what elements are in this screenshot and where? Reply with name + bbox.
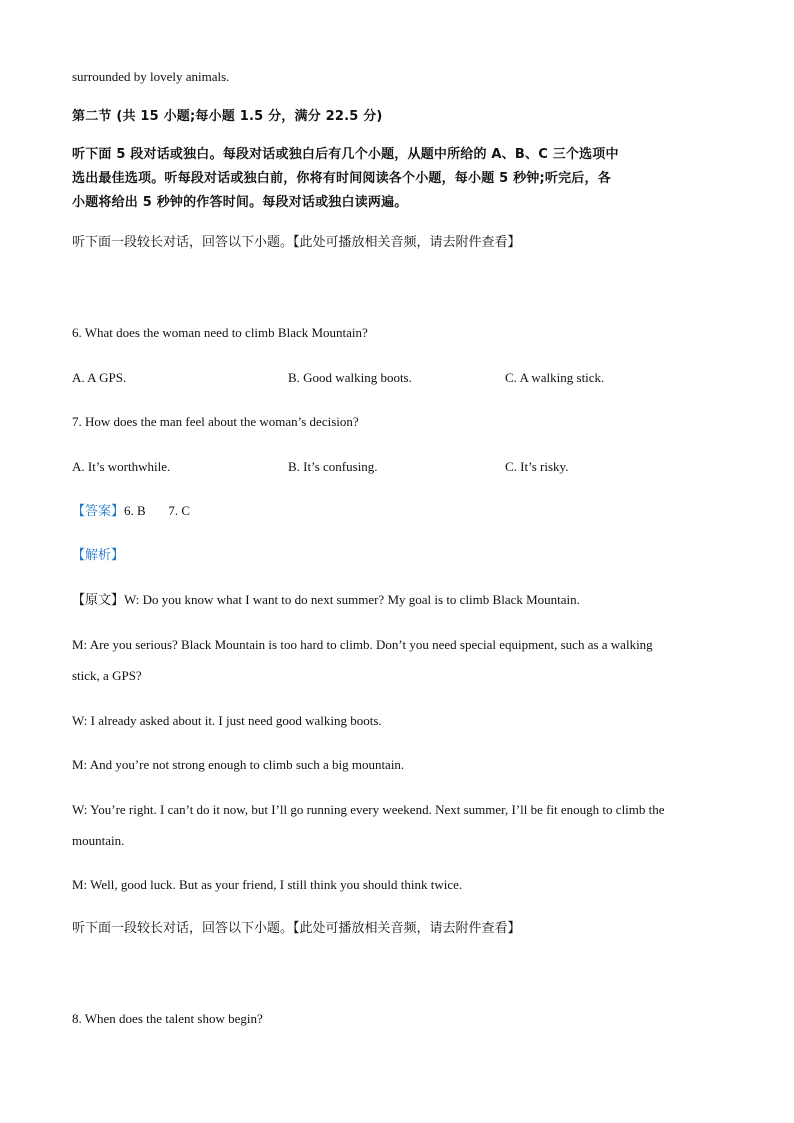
section-title: 第二节 (共 15 小题;每小题 1.5 分，满分 22.5 分) — [72, 109, 383, 124]
transcript-line-1 — [72, 591, 580, 610]
dialogue-2a: M: Are you serious? Black Mountain is too hard to climb. Don’t you need special equipment, such as a walking — [72, 637, 653, 652]
dialogue-5a: W: You’re right. I can’t do it now, but I’ll go running every weekend. Next summer, I’ll be fit enough to climb the — [72, 802, 665, 817]
q7-option-a: A. It’s worthwhile. — [72, 459, 171, 474]
original-tag: 【原文】 — [72, 593, 125, 608]
q6-option-c: C. A walking stick. — [505, 370, 605, 385]
answer-text: 6. B 7. C — [124, 503, 191, 518]
question-7: 7. How does the man feel about the woman’s decision? — [72, 414, 359, 429]
instructions-line-3: 小题将给出 5 秒钟的作答时间。每段对话或独白读两遍。 — [72, 195, 408, 210]
q7-option-c: C. It’s risky. — [505, 459, 569, 474]
q6-option-a: A. A GPS. — [72, 370, 127, 385]
listen-prompt-2: 听下面一段较长对话，回答以下小题。【此处可播放相关音频，请去附件查看】 — [72, 921, 521, 936]
dialogue-6: M: Well, good luck. But as your friend, I still think you should think twice. — [72, 877, 463, 892]
instructions-line-2: 选出最佳选项。听每段对话或独白前，你将有时间阅读各个小题，每小题 5 秒钟;听完后，各 — [72, 171, 611, 186]
dialogue-1: W: Do you know what I want to do next summer? My goal is to climb Black Mountain. — [124, 592, 580, 607]
answer-line — [72, 502, 190, 521]
q6-option-b: B. Good walking boots. — [288, 370, 412, 385]
question-6: 6. What does the woman need to climb Black Mountain? — [72, 325, 368, 340]
instructions-line-1: 听下面 5 段对话或独白。每段对话或独白后有几个小题，从题中所给的 A、B、C 三个选项中 — [72, 147, 619, 162]
dialogue-5b: mountain. — [72, 833, 125, 848]
dialogue-2b: stick, a GPS? — [72, 668, 142, 683]
dialogue-3: W: I already asked about it. I just need good walking boots. — [72, 713, 382, 728]
analysis-line — [72, 546, 124, 565]
dialogue-4: M: And you’re not strong enough to climb such a big mountain. — [72, 757, 405, 772]
continued-text: surrounded by lovely animals. — [72, 69, 230, 84]
question-8: 8. When does the talent show begin? — [72, 1011, 263, 1026]
listen-prompt-1: 听下面一段较长对话，回答以下小题。【此处可播放相关音频，请去附件查看】 — [72, 235, 521, 250]
answer-tag: 【答案】 — [72, 504, 125, 519]
analysis-tag: 【解析】 — [72, 548, 125, 563]
q7-option-b: B. It’s confusing. — [288, 459, 378, 474]
